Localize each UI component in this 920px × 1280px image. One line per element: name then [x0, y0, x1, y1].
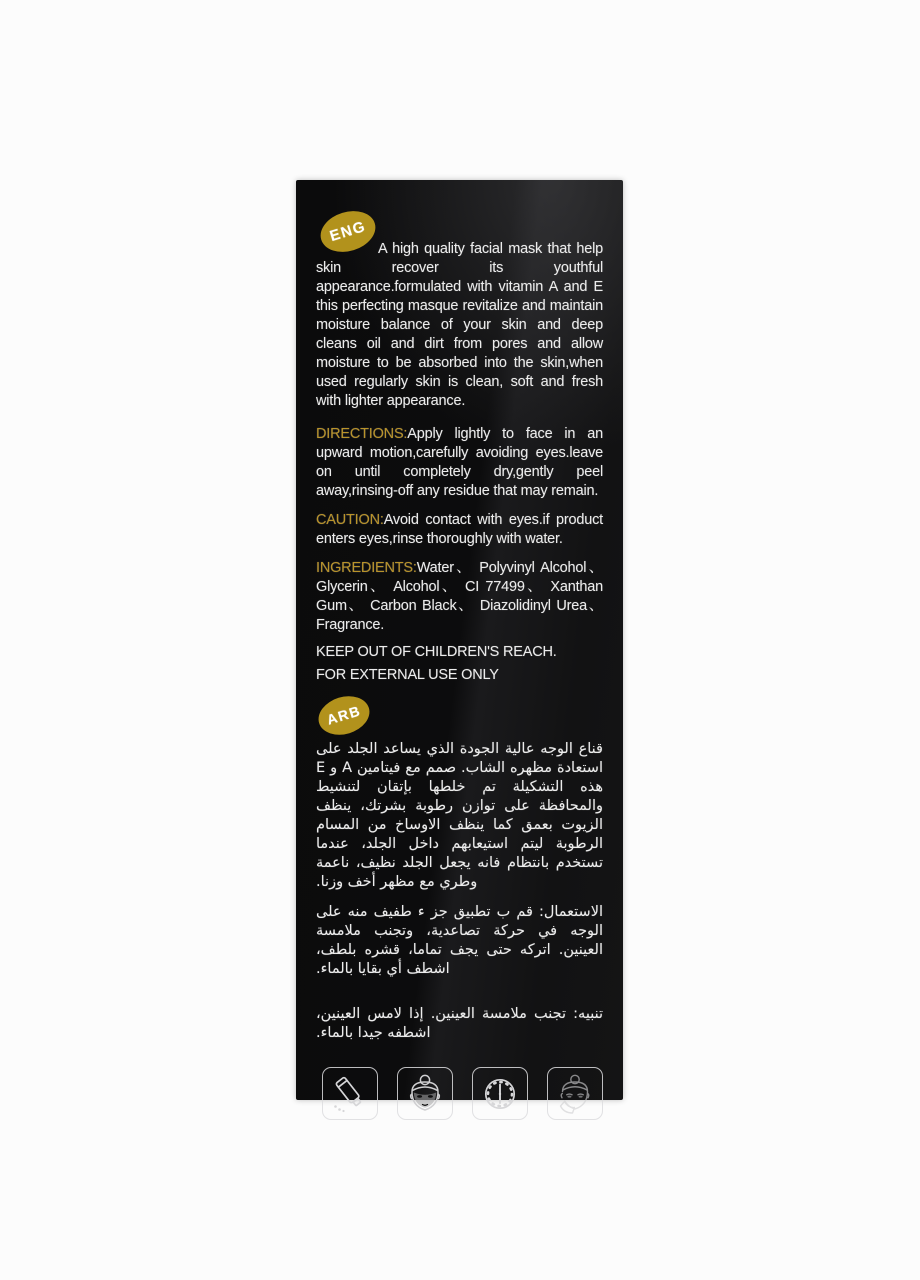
directions-label: DIRECTIONS: [316, 426, 408, 442]
caution-text: Avoid contact with eyes.if product enters eyes,rinse thoroughly with water. [316, 512, 603, 547]
arabic-description: قناع الوجه عالية الجودة الذي يساعد الجلد على استعادة مظهره الشاب. صمم مع فيتامين A و E هذه التشكيلة تم خلطها بإتقان لتنشيط والمحافظة على توازن رطوبة بشرتك، ينظف الزيوت بعمق كما ينظف الاوساخ من المسام الرطوبة ليتم استيعابهم داخل الجلد، عندما تستخدم بانتظام فانه يجعل الجلد نظيف، ناعمة وطري مع مظهر أخف وزنا. [316, 741, 603, 890]
directions-section [316, 425, 603, 501]
arabic-usage: الاستعمال: قم ب تطبيق جز ء طفيف منه على الوجه في حركة تصاعدية، وتجنب ملامسة العينين. اتركه حتى يجف تماما، قشره بلطف، اشطف أي بقايا بالماء. [316, 904, 603, 977]
ingredients-section [316, 559, 603, 635]
eng-language-badge: ENG [316, 205, 381, 259]
masked-face-icon [401, 1073, 449, 1115]
clock-icon [476, 1073, 524, 1115]
ingredients-text: Water、 Polyvinyl Alcohol、 Glycerin、 Alcohol、 CI 77499、 Xanthan Gum、 Carbon Black、 Diazolidinyl Urea、 Fragrance. [316, 560, 603, 633]
icon-box-mask-on [397, 1067, 453, 1120]
product-label-panel [296, 180, 623, 1100]
arb-language-badge: ARB [314, 690, 375, 741]
caution-section [316, 511, 603, 549]
cream-tube-icon [326, 1073, 374, 1115]
caution-label: CAUTION: [316, 512, 384, 528]
directions-text: Apply lightly to face in an upward motion,carefully avoiding eyes.leave on until completely dry,gently peel away,rinsing-off any residue that may remain. [316, 426, 603, 499]
external-use-warning: FOR EXTERNAL USE ONLY [316, 667, 499, 683]
icon-box-apply [322, 1067, 378, 1120]
icon-box-peel [547, 1067, 603, 1120]
arabic-caution: تنبيه: تجنب ملامسة العينين. إذا لامس العينين، اشطفه جيدا بالماء. [316, 1006, 603, 1041]
english-description: A high quality facial mask that help skin recover its youthful appearance.formulated with vitamin A and E this perfecting masque revitalize and maintain moisture balance of your skin and deep cleans oil and dirt from pores and allow moisture to be absorbed into the skin,when used regularly skin is clean, soft and fresh with lighter appearance. [316, 241, 603, 409]
usage-icons-row [316, 1067, 603, 1120]
keep-out-of-reach-warning: KEEP OUT OF CHILDREN'S REACH. [316, 644, 557, 660]
ingredients-label: INGREDIENTS: [316, 560, 417, 576]
peel-off-face-icon [551, 1073, 599, 1115]
icon-box-wait [472, 1067, 528, 1120]
